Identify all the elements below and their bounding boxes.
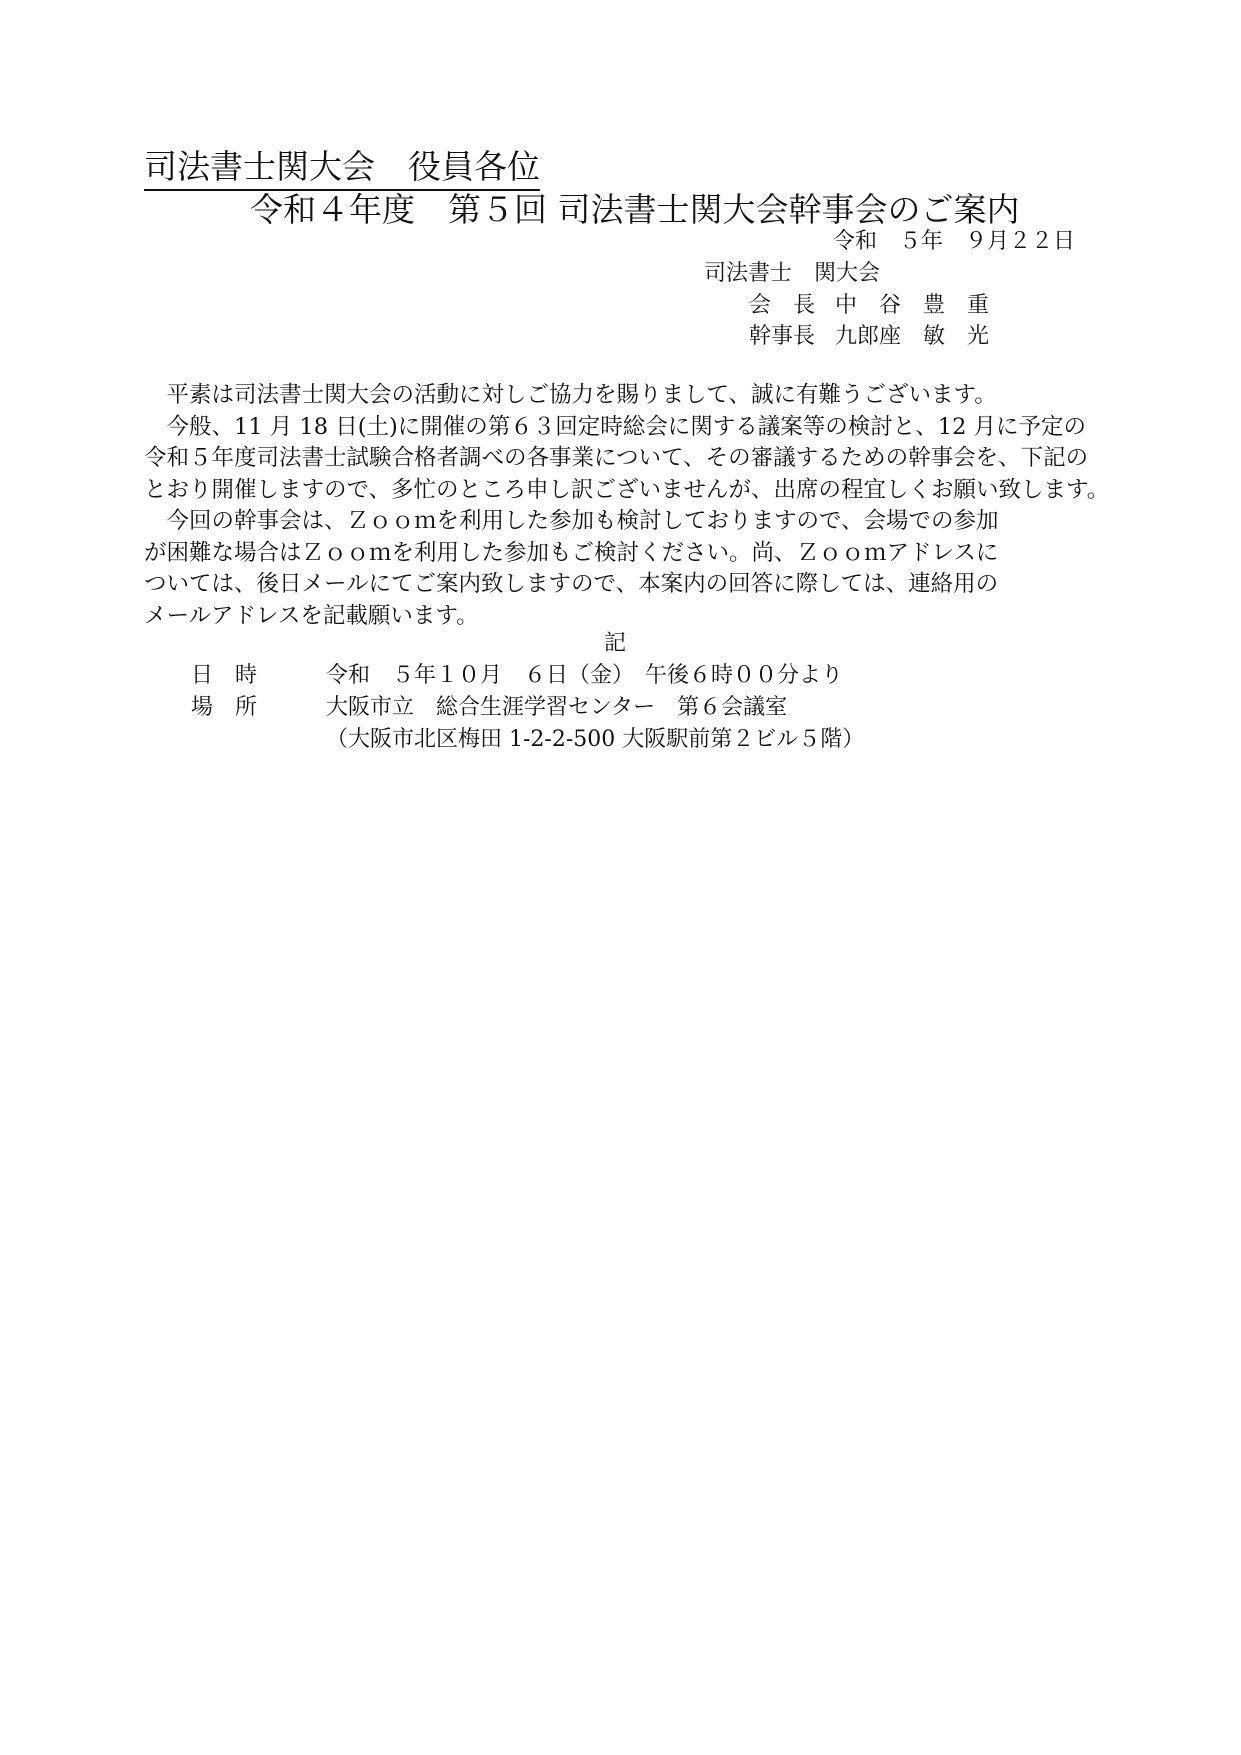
officer-title: 幹事長	[749, 324, 816, 349]
officer-name: 中 谷 豊 重	[835, 293, 990, 318]
body-line: が困難な場合はＺｏｏｍを利用した参加もご検討ください。尚、Ｚｏｏｍアドレスに	[144, 539, 999, 566]
place-address: （大阪市北区梅田 1-2-2-500 大阪駅前第２ビル５階）	[326, 727, 865, 752]
detail-place	[191, 693, 787, 723]
place-label: 場 所	[191, 695, 258, 720]
datetime-value: 令和 ５年１０月 ６日（金） 午後６時００分より	[326, 663, 844, 688]
document-title: 令和４年度 第５回 司法書士関大会幹事会のご案内	[250, 190, 1020, 229]
addressee: 司法書士関大会 役員各位	[144, 147, 540, 191]
officer-secretary-general	[749, 322, 989, 352]
detail-datetime	[191, 661, 843, 691]
letter-body	[144, 380, 1110, 632]
body-line: 令和５年度司法書士試験合格者調べの各事業について、その審議するための幹事会を、下記の	[144, 445, 1089, 471]
body-line: メールアドレスを記載願います。	[144, 602, 479, 629]
body-line: ついては、後日メールにてご案内致しますので、本案内の回答に際しては、連絡用の	[144, 571, 999, 597]
officer-president	[749, 291, 989, 321]
issuer-organization: 司法書士 関大会	[704, 261, 881, 286]
officer-name: 九郎座 敏 光	[835, 324, 990, 349]
body-line: 平素は司法書士関大会の活動に対しご協力を賜りまして、誠に有難うございます。	[144, 382, 997, 408]
body-line: とおり開催しますので、多忙のところ申し訳ございませんが、出席の程宜しくお願い致します。	[144, 476, 1110, 503]
ki-heading: 記	[604, 631, 627, 656]
body-line: 今回の幹事会は、Ｚｏｏｍを利用した参加も検討しておりますので、会場での参加	[144, 508, 999, 534]
issue-date: 令和 ５年 ９月２２日	[833, 229, 1076, 254]
place-value: 大阪市立 総合生涯学習センター 第６会議室	[326, 695, 788, 720]
officer-title: 会 長	[749, 293, 816, 318]
datetime-label: 日 時	[191, 663, 258, 688]
body-line: 今般、11 月 18 日(土)に開催の第６３回定時総会に関する議案等の検討と、12 月に予定の	[144, 413, 1087, 440]
